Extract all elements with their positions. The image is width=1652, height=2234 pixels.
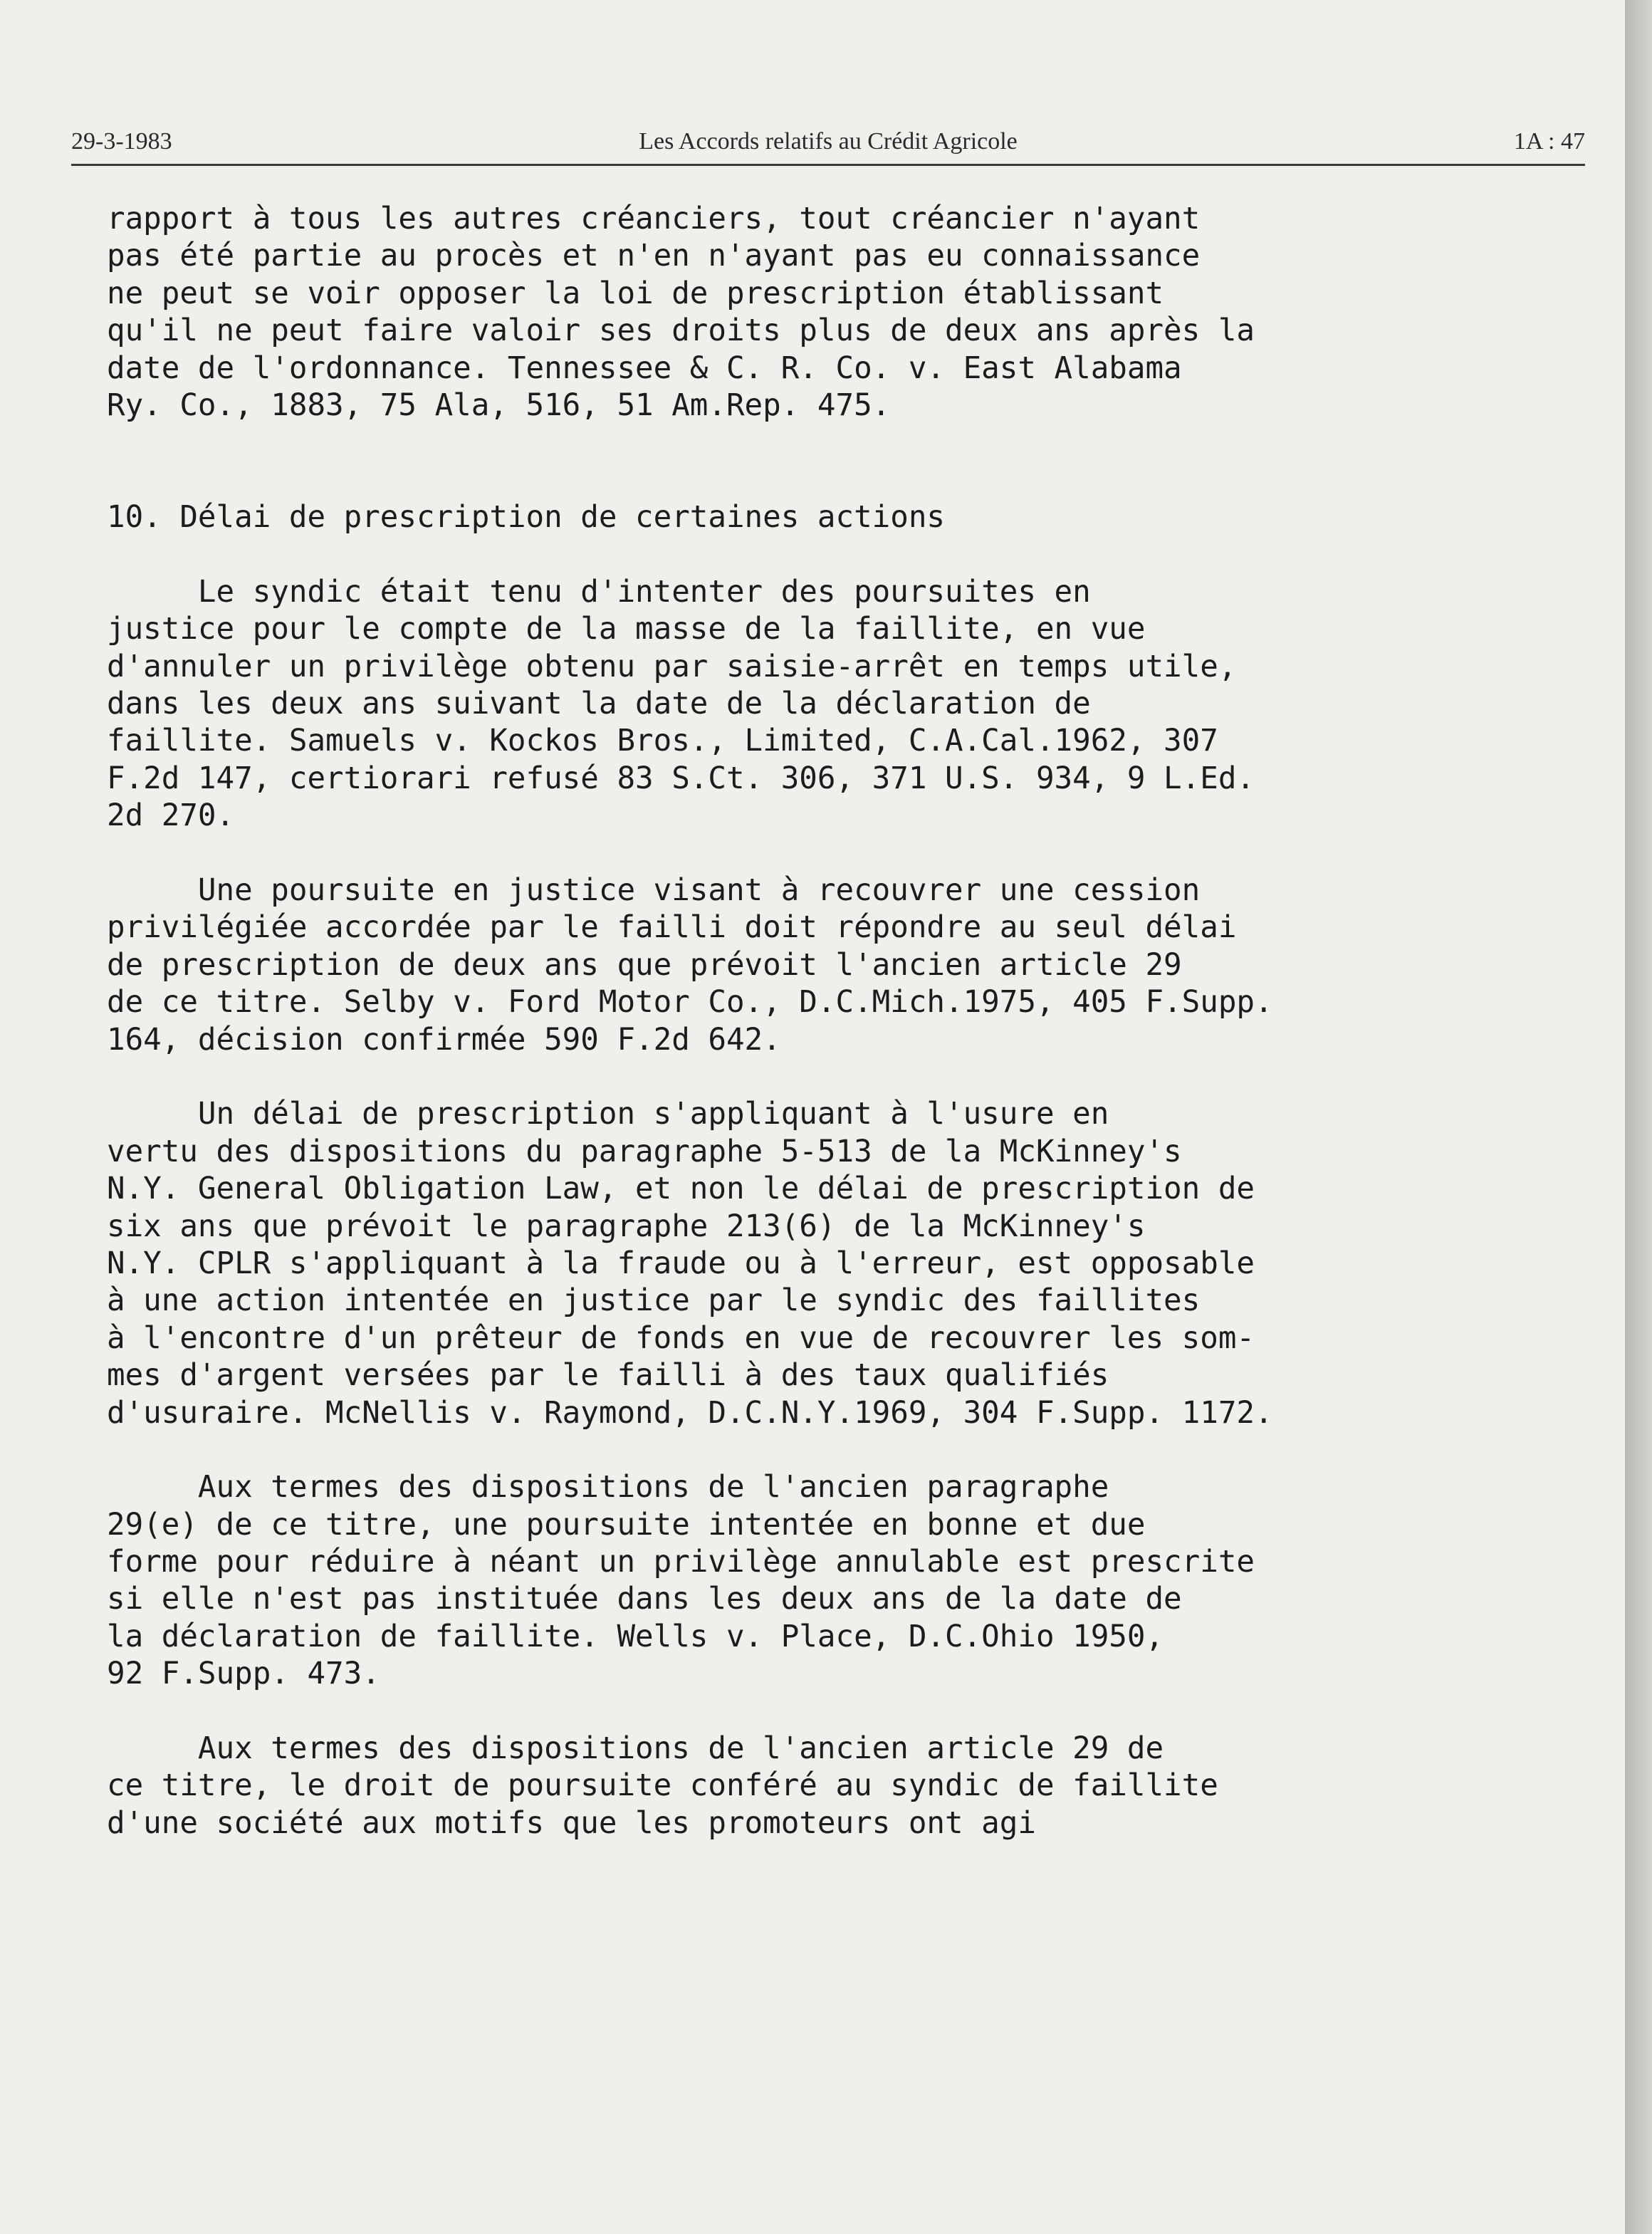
text-line: date de l'ordonnance. Tennessee & C. R. Co. v. East Alabama [107,350,1182,386]
text-line: pas été partie au procès et n'en n'ayant pas eu connaissance [107,239,1201,274]
text-line: faillite. Samuels v. Kockos Bros., Limited, C.A.Cal.1962, 307 [107,724,1218,759]
text-line: si elle n'est pas instituée dans les deux ans de la date de [107,1582,1182,1617]
page-edge [1625,0,1652,2234]
text-line: privilégiée accordée par le failli doit répondre au seul délai [107,910,1237,946]
text-line: à l'encontre d'un prêteur de fonds en vue de recouvrer les som- [107,1320,1255,1356]
text-line: d'une société aux motifs que les promoteurs ont agi [107,1805,1036,1841]
paragraph-4 [107,1096,1588,1432]
paragraph-5 [107,1469,1588,1693]
document-body [107,201,1588,1842]
text-line: vertu des dispositions du paragraphe 5-513 de la McKinney's [107,1134,1182,1169]
text-line: la déclaration de faillite. Wells v. Place, D.C.Ohio 1950, [107,1619,1164,1654]
paragraph-6 [107,1731,1588,1842]
header-rule [71,164,1585,166]
header-page-ref: 1A : 47 [1513,128,1585,155]
text-line: qu'il ne peut faire valoir ses droits plus de deux ans après la [107,313,1255,349]
text-line: F.2d 147, certiorari refusé 83 S.Ct. 306, 371 U.S. 934, 9 L.Ed. [107,761,1255,796]
text-line: d'annuler un privilège obtenu par saisie-arrêt en temps utile, [107,649,1237,684]
text-line: N.Y. CPLR s'appliquant à la fraude ou à l'erreur, est opposable [107,1246,1255,1281]
text-line: mes d'argent versées par le failli à des taux qualifiés [107,1358,1109,1394]
text-line: 29(e) de ce titre, une poursuite intentée en bonne et due [107,1507,1146,1543]
paragraph-1 [107,201,1588,424]
paragraph-2 [107,574,1588,835]
section-heading: 10. Délai de prescription de certaines actions [107,500,946,536]
text-line: de prescription de deux ans que prévoit l'ancien article 29 [107,947,1182,983]
text-line: ne peut se voir opposer la loi de prescription établissant [107,276,1164,311]
text-line: N.Y. General Obligation Law, et non le délai de prescription de [107,1171,1255,1207]
text-line: d'usuraire. McNellis v. Raymond, D.C.N.Y.1969, 304 F.Supp. 1172. [107,1395,1273,1431]
text-line: Aux termes des dispositions de l'ancien article 29 de [107,1731,1164,1767]
text-line: Un délai de prescription s'appliquant à l'usure en [107,1097,1109,1132]
running-header [71,128,1585,164]
text-line: 92 F.Supp. 473. [107,1656,380,1692]
text-line: Ry. Co., 1883, 75 Ala, 516, 51 Am.Rep. 475. [107,387,891,423]
text-line: rapport à tous les autres créanciers, tout créancier n'ayant [107,202,1201,236]
text-line: forme pour réduire à néant un privilège annulable est prescrite [107,1545,1255,1580]
text-line: Le syndic était tenu d'intenter des poursuites en [107,574,1091,610]
header-date: 29-3-1983 [71,128,172,155]
text-line: dans les deux ans suivant la date de la déclaration de [107,687,1091,722]
text-line: ce titre, le droit de poursuite conféré au syndic de faillite [107,1768,1218,1804]
header-title: Les Accords relatifs au Crédit Agricole [639,128,1018,155]
paragraph-3 [107,872,1588,1059]
text-line: Aux termes des dispositions de l'ancien paragraphe [107,1470,1109,1505]
text-line: six ans que prévoit le paragraphe 213(6) de la McKinney's [107,1209,1146,1244]
text-line: à une action intentée en justice par le syndic des faillites [107,1283,1201,1319]
text-line: justice pour le compte de la masse de la faillite, en vue [107,612,1146,647]
text-line: de ce titre. Selby v. Ford Motor Co., D.C.Mich.1975, 405 F.Supp. [107,985,1273,1021]
text-line: 164, décision confirmée 590 F.2d 642. [107,1022,781,1058]
text-line: 2d 270. [107,798,235,834]
text-line: Une poursuite en justice visant à recouvrer une cession [107,873,1201,909]
